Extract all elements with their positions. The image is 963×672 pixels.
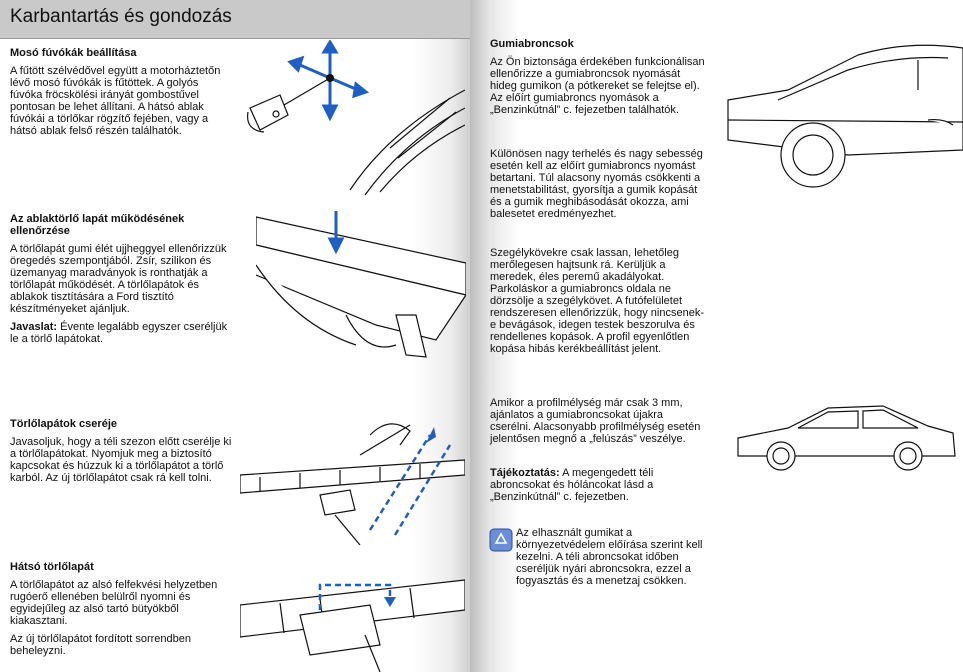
section-title: Gumiabroncsok bbox=[490, 38, 574, 50]
section-title: Hátsó törlőlapát bbox=[10, 561, 94, 573]
section-tires bbox=[490, 38, 706, 122]
header-divider bbox=[0, 38, 470, 39]
chapter-title: Karbantartás és gondozás bbox=[10, 6, 232, 27]
figure-car-front bbox=[718, 30, 963, 190]
section-title: Az ablaktörlő lapát működésének ellenőrzése bbox=[10, 213, 185, 237]
recycle-icon bbox=[488, 527, 514, 553]
chapter-header bbox=[0, 0, 470, 38]
section-body: A fűtött szélvédővel együtt a motorháztetőn lévő mosó fúvókák is fűtöttek. A golyós fúvóka fröcskölési irányát gombostűvel pontosan be lehet állítani. A hátsó ablak fúvókái a törlőkar rögzítő fejében, vagy a hátsó ablak felső részén találhatók. bbox=[10, 65, 221, 137]
tires-info bbox=[490, 467, 706, 503]
tires-block-5 bbox=[490, 467, 706, 509]
section-body: Javasoljuk, hogy a téli szezon előtt cserélje ki a törlőlapátokat. Nyomjuk meg a biztosító kapcsokat és húzzuk ki a törlőlapátot a törlő karból. Az új törlőlapátot csak rá kell tolni. bbox=[10, 436, 232, 484]
tip-text: Évente legalább egyszer cseréljük le a törlő lapátokat. bbox=[10, 321, 228, 345]
section-wiper-replace bbox=[10, 418, 232, 490]
section-body-2: Az új törlőlapátot fordított sorrendben beheleyzni. bbox=[10, 633, 191, 657]
tip-label: Javaslat: bbox=[10, 321, 58, 333]
tires-block-4 bbox=[490, 397, 706, 451]
info-label: Tájékoztatás: bbox=[490, 467, 560, 479]
tires-block-2 bbox=[490, 148, 706, 226]
figure-rear-wiper bbox=[240, 555, 465, 672]
tires-paragraph-6: Az elhasznált gumikat a környezetvédelem előírása szerint kell kezelni. A téli abroncsokat időben cseréljük nyári abroncsokra, ezzel a fogyasztás és a menetzaj csökken. bbox=[516, 527, 703, 587]
section-rear-wiper bbox=[10, 561, 232, 663]
figure-wiper-replace bbox=[240, 415, 465, 545]
tires-paragraph-2: Különösen nagy terhelés és nagy sebesség esetén kell az előírt gumiabroncs nyomást betartani. Túl alacsony nyomás csökkenti a menetstabilitást, gyorsítja a gumik kopását és a gumik meghibásodását okozza, ami balesetet eredményezhet. bbox=[490, 148, 703, 220]
tires-paragraph-3: Szegélykövekre csak lassan, lehetőleg merőlegesen hajtsunk rá. Kerüljük a meredek, éles peremű akadályokat. Parkoláskor a gumiabroncs oldala ne dörzsölje a szegélykövet. A futófelületet rendszeresen ellenőrizzük, hogy nincsenek-e bevágások, idegen testek beszorulva és rendellenes kopások. A profil egyenlőtlen kopása hibás kerékbeállítást jelent. bbox=[490, 247, 705, 355]
section-title: Mosó fúvókák beállítása bbox=[10, 47, 137, 59]
section-title: Törlőlapátok cseréje bbox=[10, 418, 117, 430]
tip-paragraph bbox=[10, 321, 232, 345]
info-text: A megengedett téli abroncsokat és hóláncokat lásd a „Benzinkútnál” c. fejezetben. bbox=[490, 467, 654, 503]
tires-paragraph-1: Az Ön biztonsága érdekében funkcionálisan ellenőrizze a gumiabroncsok nyomását hideg gumikon (a pótkereket se felejtse el). Az előírt gumiabroncs nyomások a „Benzinkútnál” c. fejezetben találhatók. bbox=[490, 56, 705, 116]
section-wiper-check bbox=[10, 213, 232, 351]
tires-block-3 bbox=[490, 247, 706, 361]
section-washer-nozzles bbox=[10, 47, 232, 143]
tires-block-6 bbox=[516, 527, 706, 593]
figure-car-side bbox=[733, 398, 958, 478]
section-body: A törlőlapát gumi élét ujjheggyel ellenőrizzük öregedés szempontjából. Zsír, szilikon és üzemanyag maradványok is ronthatják a törlőlapát működését. A törlőlapátok és ablakok tisztítására a Ford tisztító készítményeket ajánljuk. bbox=[10, 243, 227, 315]
section-body: A törlőlapátot az alsó felfekvési helyzetben rugóerő ellenében belülről nyomni és egyidejűleg az alsó tartó bütyökből kiakasztani. bbox=[10, 579, 218, 627]
tires-paragraph-4: Amikor a profilmélység már csak 3 mm, ajánlatos a gumiabroncsokat újakra cserélni. Alacsonyabb profilmélység esetén jelentősen megnő a „felúszás” veszélye. bbox=[490, 397, 701, 445]
figure-nozzle-adjust bbox=[240, 40, 465, 200]
figure-wiper-check bbox=[256, 205, 466, 365]
